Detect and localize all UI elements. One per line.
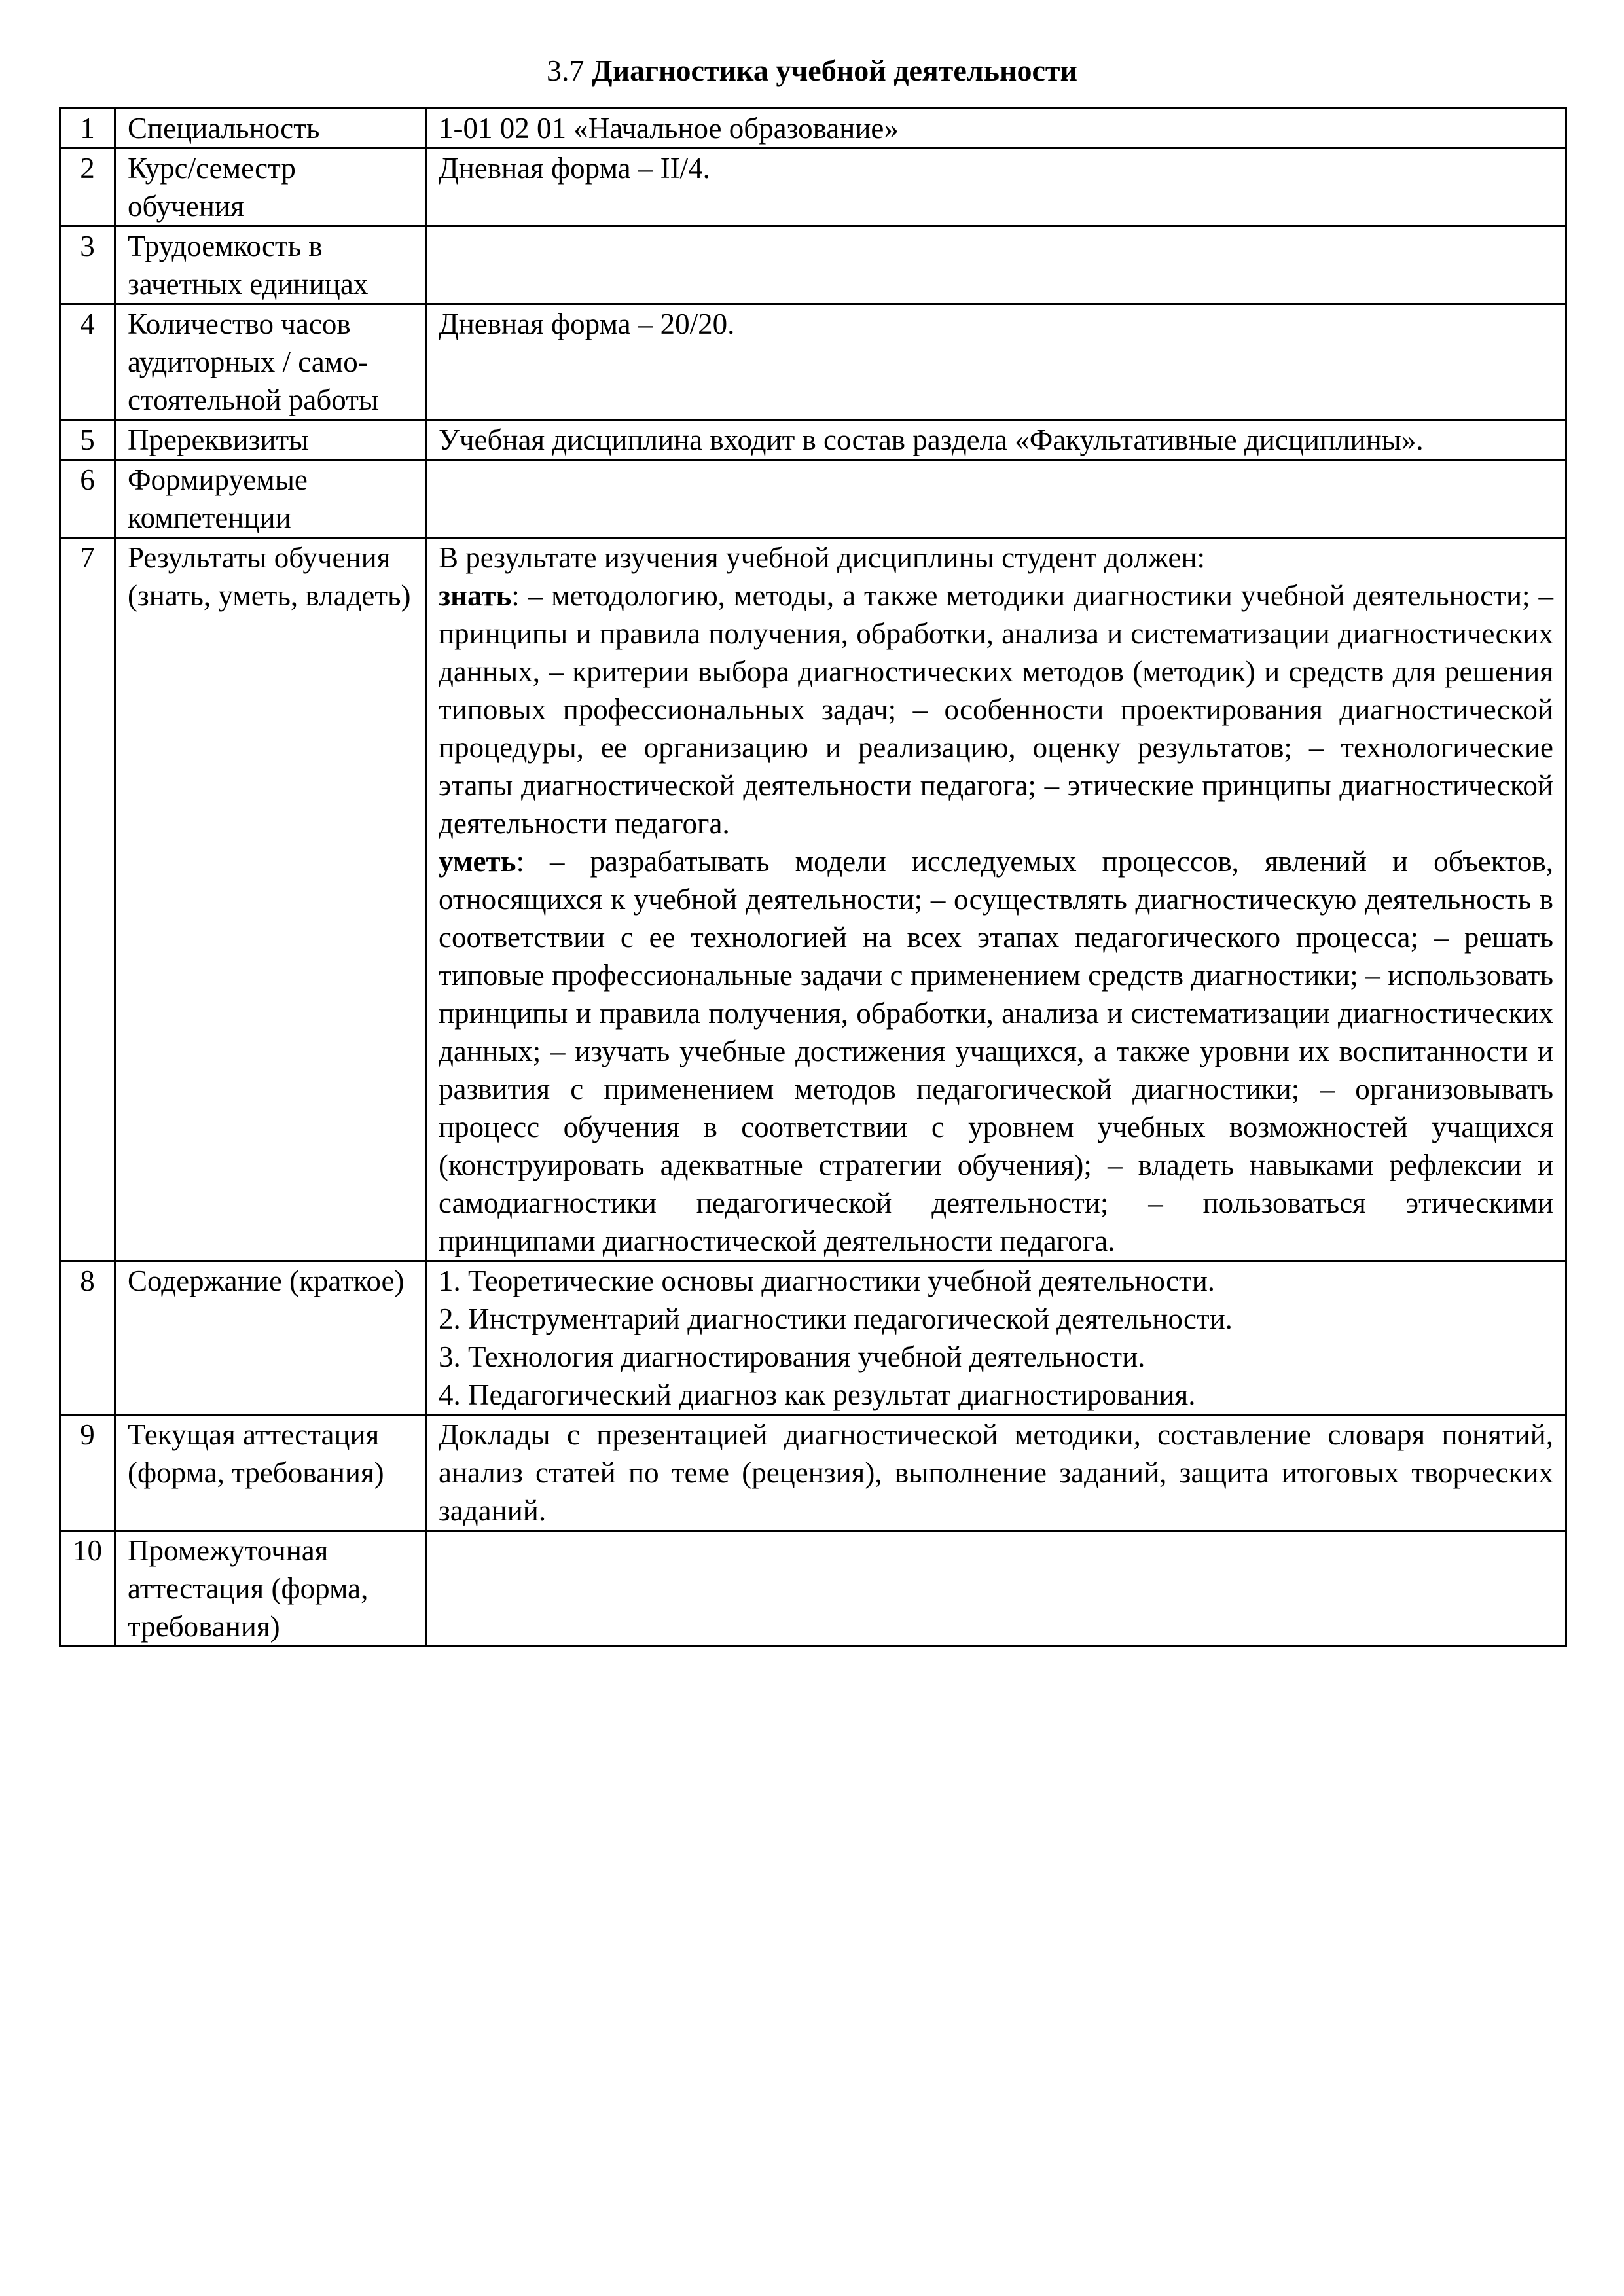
content-item: 1. Теоретические основы диагностики учебной деятельности.	[439, 1265, 1216, 1297]
table-row	[60, 420, 1566, 460]
row-label: Содержание (краткое)	[115, 1261, 426, 1415]
row-number: 9	[60, 1415, 115, 1531]
row-number: 7	[60, 538, 115, 1261]
row-number: 2	[60, 149, 115, 226]
content-item: 4. Педагогический диагноз как результат диагностирования.	[439, 1378, 1196, 1411]
row-label: Пререквизиты	[115, 420, 426, 460]
table-row	[60, 304, 1566, 420]
row-number: 3	[60, 226, 115, 304]
can-text: : – разрабатывать модели исследуемых процессов, явлений и объектов, относящихся к учебной деятельности; – осуществлять диагностическую деятельность в соответствии с ее технологией на всех этапах педагогического процесса; – решать типовые профессиональные задачи с применением средств диагностики; – использовать принципы и правила получения, обработки, анализа и систематизации диагностических данных; – изучать учебные достижения учащихся, а также уровни их воспитанности и развития с применением методов педагогической диагностики; – организовывать процесс обучения в соответствии с уровнем учебных возможностей учащихся (конструировать адекватные стратегии обучения); – владеть навыками рефлексии и самодиагностики педагогической деятельности; – пользоваться этическими принципами диагностической деятельности педагога.	[439, 845, 1553, 1257]
row-value	[426, 460, 1566, 538]
row-label: Текущая аттестация (форма, требования)	[115, 1415, 426, 1531]
discipline-table	[59, 107, 1567, 1647]
row-value: Дневная форма – 20/20.	[426, 304, 1566, 420]
row-value: Учебная дисциплина входит в состав раздела «Факультативные дисциплины».	[426, 420, 1566, 460]
row-value	[426, 226, 1566, 304]
content-item: 3. Технология диагностирования учебной деятельности.	[439, 1340, 1146, 1373]
row-value: Доклады с презентацией диагностической методики, составление словаря понятий, анализ статей по теме (рецензия), выполнение заданий, защита итоговых творческих заданий.	[426, 1415, 1566, 1531]
row-number: 5	[60, 420, 115, 460]
table-row	[60, 1415, 1566, 1531]
title-number: 3.7	[547, 54, 585, 87]
page-title	[0, 51, 1624, 90]
row-number: 10	[60, 1531, 115, 1647]
row-value	[426, 1531, 1566, 1647]
learning-outcomes	[426, 538, 1566, 1261]
row-number: 6	[60, 460, 115, 538]
row-label: Формируемые компетенции	[115, 460, 426, 538]
can-keyword: уметь	[439, 845, 516, 878]
table-row	[60, 1531, 1566, 1647]
row-label: Результаты обучения (знать, уметь, владеть)	[115, 538, 426, 1261]
table-row	[60, 226, 1566, 304]
row-number: 1	[60, 109, 115, 149]
row-value: 1-01 02 01 «Начальное образование»	[426, 109, 1566, 149]
table-row	[60, 538, 1566, 1261]
row-label: Количество часов аудиторных / само-стоятельной работы	[115, 304, 426, 420]
row-value: Дневная форма – II/4.	[426, 149, 1566, 226]
know-keyword: знать	[439, 579, 512, 612]
row-label: Трудоемкость в зачетных единицах	[115, 226, 426, 304]
row-number: 8	[60, 1261, 115, 1415]
outcomes-know	[439, 577, 1553, 842]
row-label: Курс/семестр обучения	[115, 149, 426, 226]
table-row	[60, 149, 1566, 226]
outcomes-can	[439, 842, 1553, 1260]
row-number: 4	[60, 304, 115, 420]
table-row	[60, 109, 1566, 149]
table-row	[60, 460, 1566, 538]
outcomes-intro: В результате изучения учебной дисциплины студент должен:	[439, 541, 1206, 574]
content-list	[426, 1261, 1566, 1415]
row-label: Специальность	[115, 109, 426, 149]
know-text: : – методологию, методы, а также методики диагностики учебной деятельности; – принципы и правила получения, обработки, анализа и систематизации диагностических данных, – критерии выбора диагностических методов (методик) и средств для решения типовых профессиональных задач; – особенности проектирования диагностической процедуры, ее организацию и реализацию, оценку результатов; – технологические этапы диагностической деятельности педагога; – этические принципы диагностической деятельности педагога.	[439, 579, 1553, 840]
table-row	[60, 1261, 1566, 1415]
title-text: Диагностика учебной деятельности	[592, 54, 1077, 87]
content-item: 2. Инструментарий диагностики педагогической деятельности.	[439, 1302, 1233, 1335]
row-label: Промежуточная аттестация (форма, требования)	[115, 1531, 426, 1647]
